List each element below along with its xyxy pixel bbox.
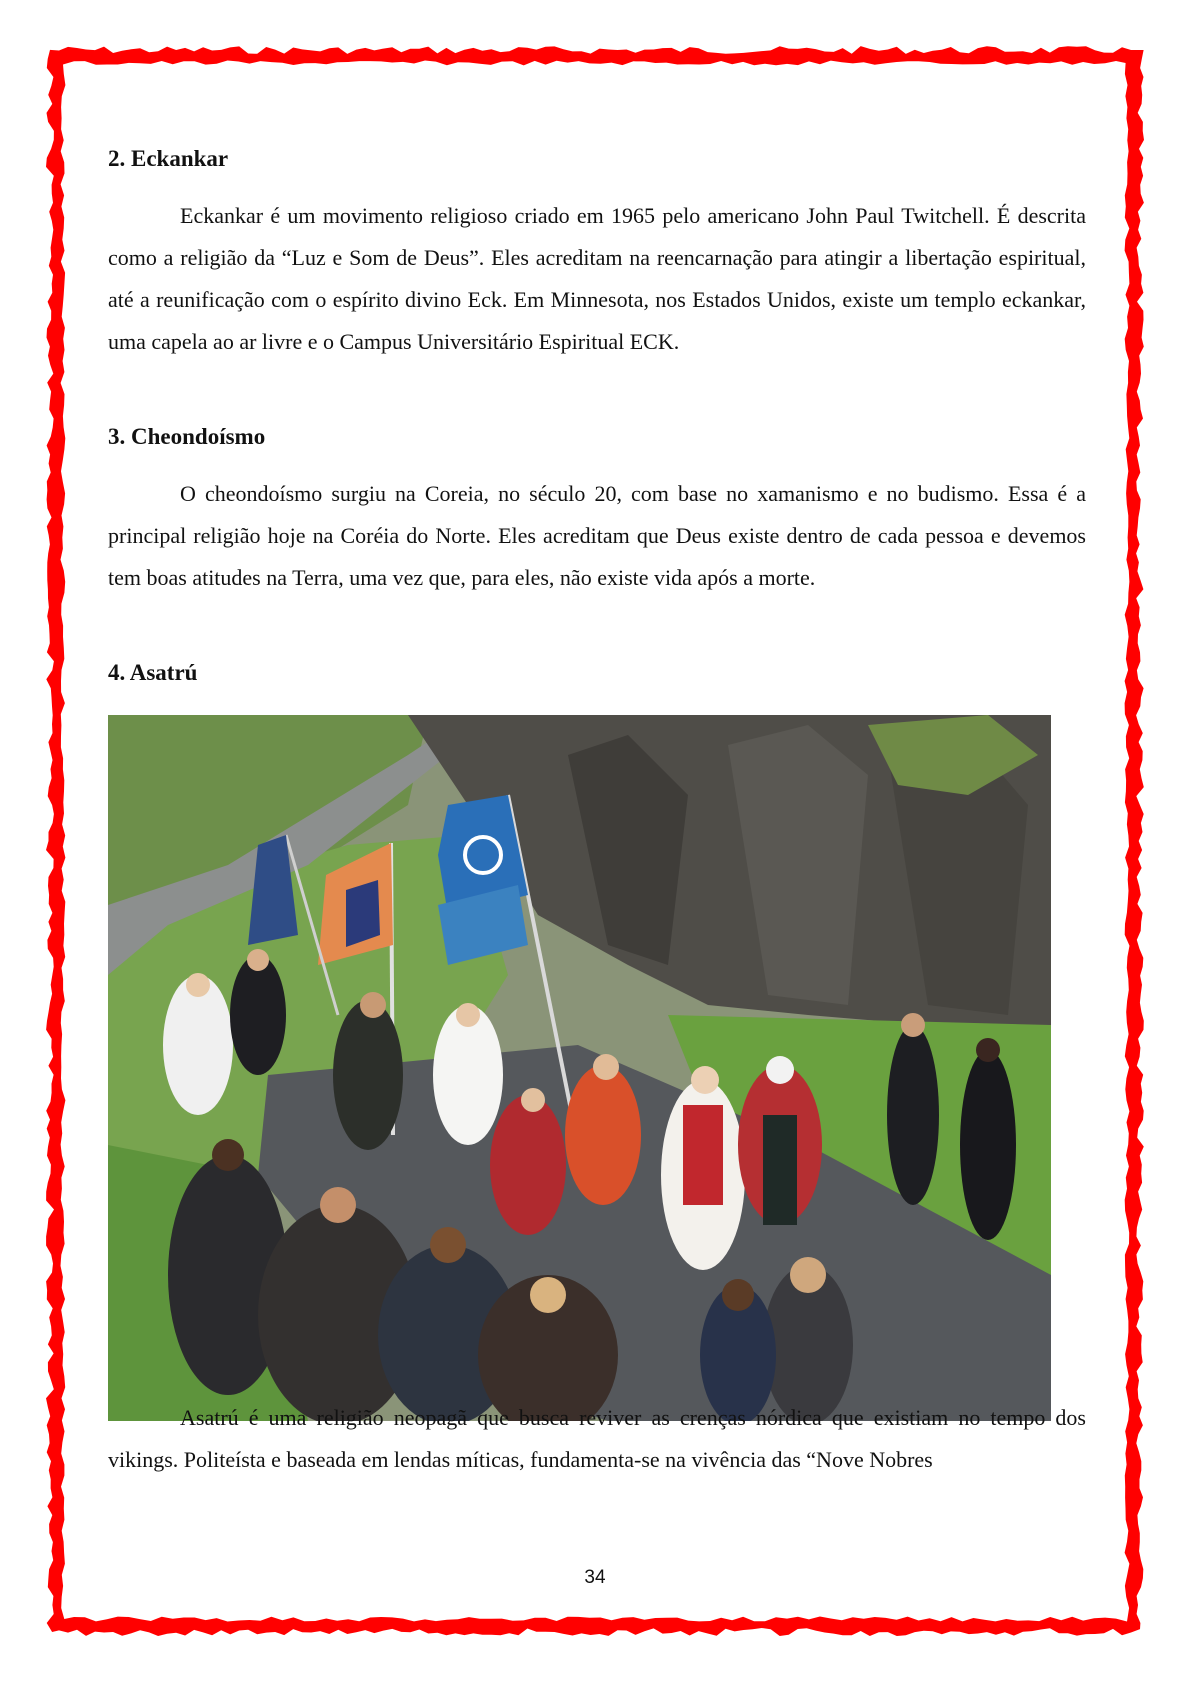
page-number: 34 (584, 1567, 606, 1588)
heading-eckankar: 2. Eckankar (108, 146, 229, 171)
heading-cheondoismo: 3. Cheondoísmo (108, 424, 266, 449)
heading-asatru: 4. Asatrú (108, 660, 198, 685)
asatru-ceremony-photo (108, 715, 1051, 1421)
paragraph-eckankar: Eckankar é um movimento religioso criado em 1965 pelo americano John Paul Twitchell. É descrita como a religião da “Luz e Som de Deus”. Eles acreditam na reencarnação para atingir a libertação espiritual, até a reunificação com o espírito divino Eck. Em Minnesota, nos Estados Unidos, existe um templo eckankar, uma capela ao ar livre e o Campus Universitário Espiritual ECK. (108, 203, 1086, 354)
paragraph-cheondoismo: O cheondoísmo surgiu na Coreia, no século 20, com base no xamanismo e no budismo. Essa é a principal religião hoje na Coréia do Norte. Eles acreditam que Deus existe dentro de cada pessoa e devemos tem boas atitudes na Terra, uma vez que, para eles, não existe vida após a morte. (108, 481, 1086, 590)
paragraph-asatru: Asatrú é uma religião neopagã que busca reviver as crenças nórdica que existiam no tempo dos vikings. Politeísta e baseada em lendas míticas, fundamenta-se na vivência das “Nove Nobres (108, 1405, 1086, 1472)
